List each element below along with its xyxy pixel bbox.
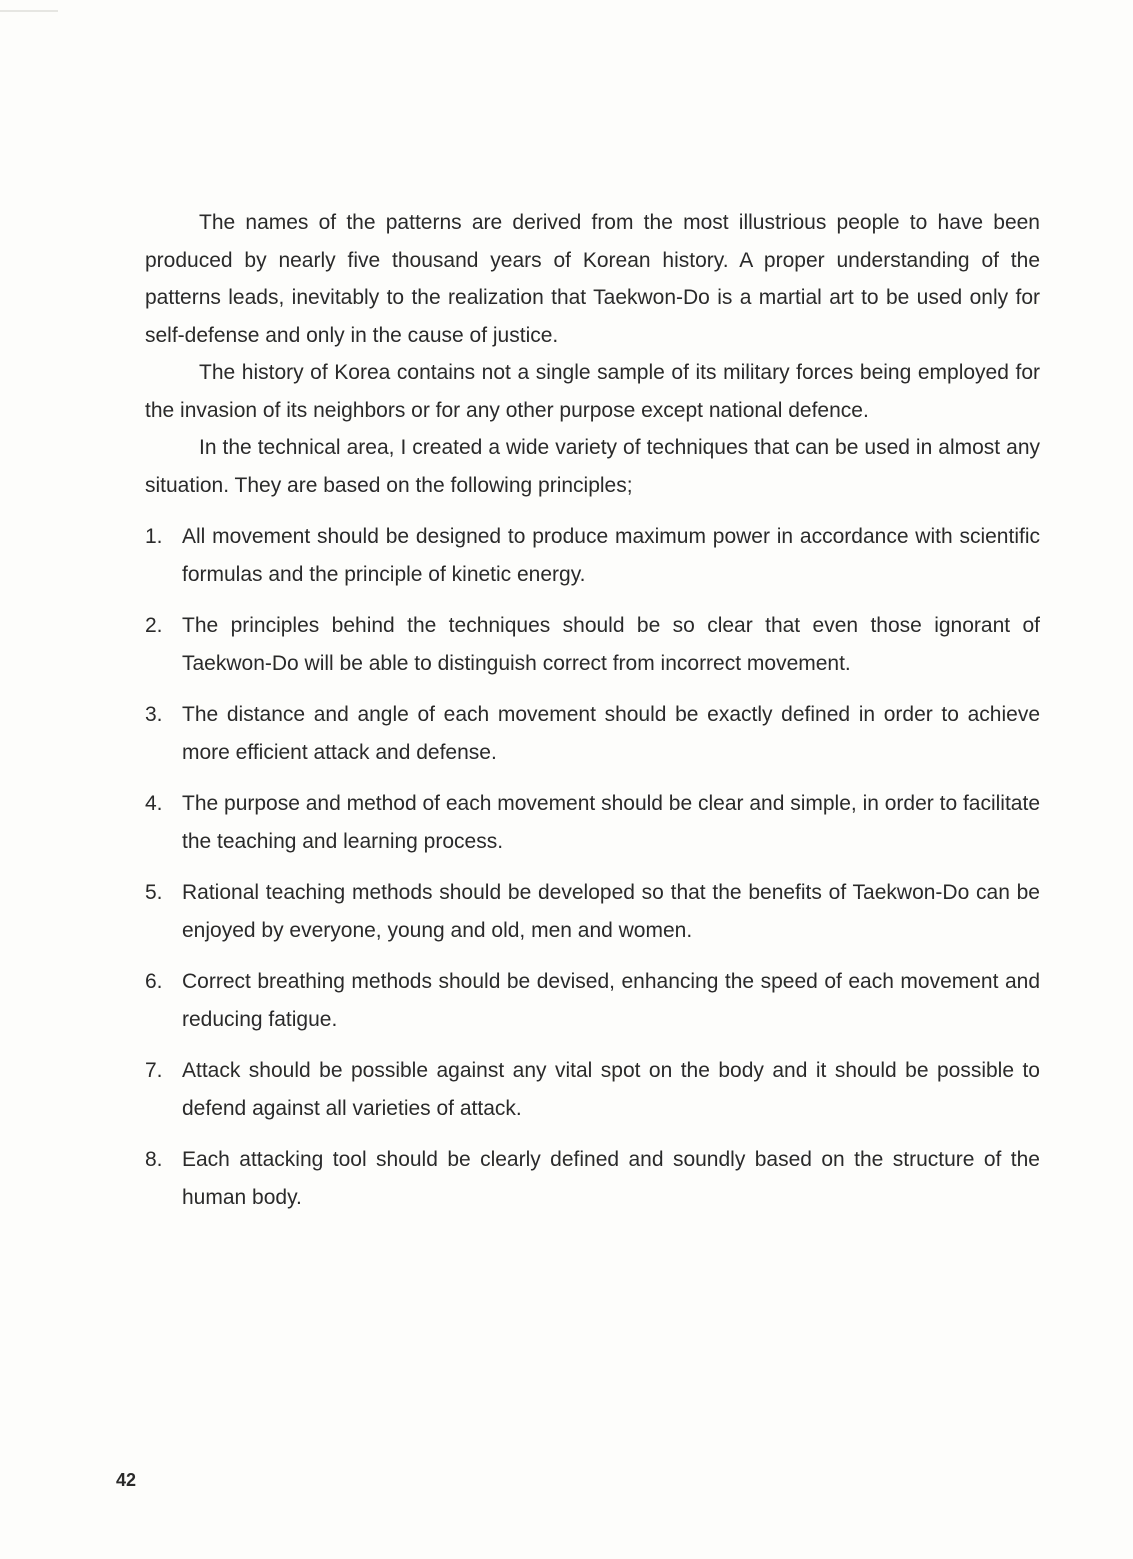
principle-item (145, 1052, 1040, 1127)
page-number: 42 (116, 1470, 137, 1490)
paragraph-pattern-names: The names of the patterns are derived from the most illustrious people to have been produced by nearly five thousand years of Korean history. A proper understanding of the patterns leads, inevitably to the realization that Taekwon-Do is a martial art to be used only for self-defense and only in the cause of justice. (145, 211, 1040, 347)
principle-text: All movement should be designed to produce maximum power in accordance with scientific formulas and the principle of kinetic energy. (182, 525, 1040, 586)
principle-number: 3. (145, 703, 163, 726)
principle-number: 4. (145, 792, 163, 815)
principle-item (145, 607, 1040, 682)
paragraph-technical-area: In the technical area, I created a wide variety of techniques that can be used in almost any situation. They are based on the following principles; (145, 436, 1040, 497)
scan-edge-mark (0, 10, 58, 12)
principle-number: 7. (145, 1059, 163, 1082)
principle-text: The purpose and method of each movement should be clear and simple, in order to facilitate the teaching and learning process. (182, 792, 1040, 853)
principle-item (145, 785, 1040, 860)
principle-item (145, 696, 1040, 771)
principle-number: 5. (145, 881, 163, 904)
principle-text: Attack should be possible against any vital spot on the body and it should be possible to defend against all varieties of attack. (182, 1059, 1040, 1120)
principles-list (145, 518, 1040, 1216)
principle-text: Rational teaching methods should be developed so that the benefits of Taekwon-Do can be enjoyed by everyone, young and old, men and women. (182, 881, 1040, 942)
principle-item (145, 518, 1040, 593)
principle-number: 1. (145, 525, 163, 548)
paragraph-korea-history: The history of Korea contains not a single sample of its military forces being employed for the invasion of its neighbors or for any other purpose except national defence. (145, 361, 1040, 422)
principle-item (145, 874, 1040, 949)
principle-text: Each attacking tool should be clearly defined and soundly based on the structure of the human body. (182, 1148, 1040, 1209)
principle-item (145, 963, 1040, 1038)
principle-item (145, 1141, 1040, 1216)
principle-text: The principles behind the techniques should be so clear that even those ignorant of Taekwon-Do will be able to distinguish correct from incorrect movement. (182, 614, 1040, 675)
principle-number: 2. (145, 614, 163, 637)
principle-text: The distance and angle of each movement should be exactly defined in order to achieve more efficient attack and defense. (182, 703, 1040, 764)
principle-text: Correct breathing methods should be devised, enhancing the speed of each movement and reducing fatigue. (182, 970, 1040, 1031)
principle-number: 6. (145, 970, 163, 993)
principle-number: 8. (145, 1148, 163, 1171)
body-text (145, 204, 1040, 1230)
